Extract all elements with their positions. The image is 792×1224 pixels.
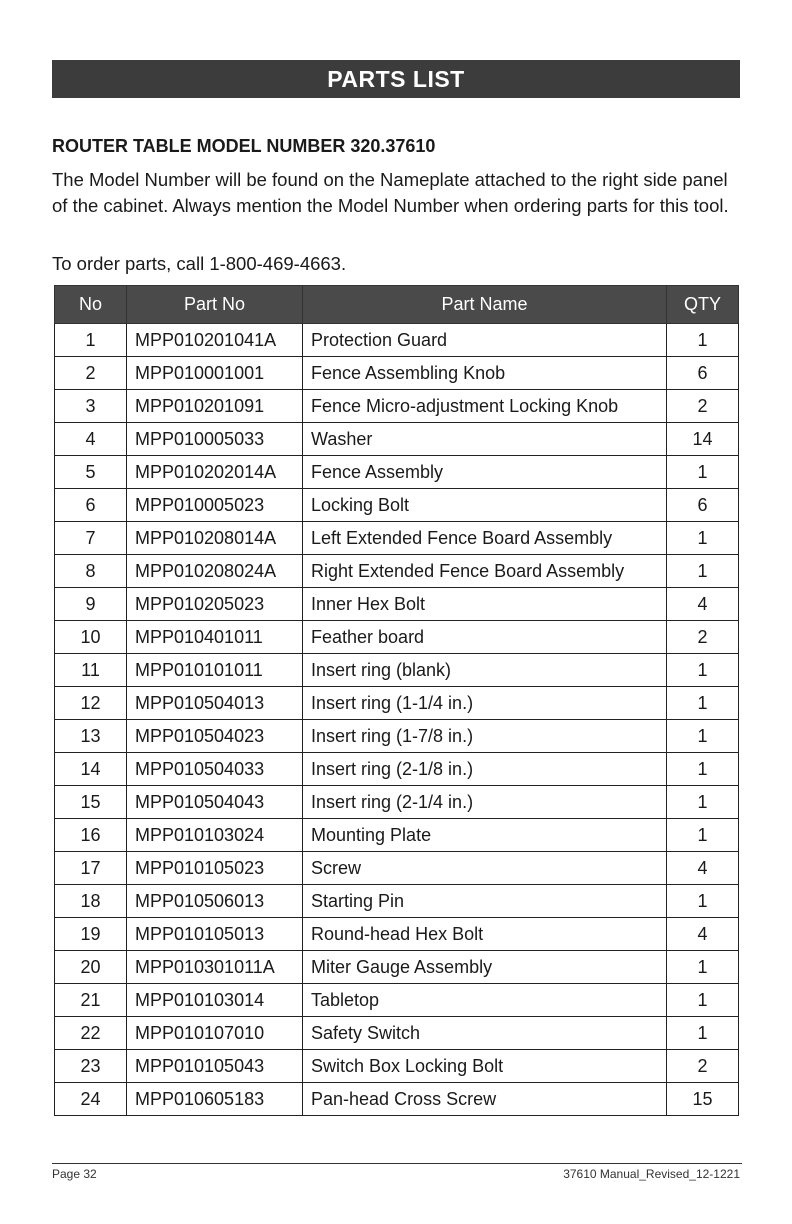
- cell-qty: 1: [667, 687, 739, 720]
- table-row: [55, 555, 739, 588]
- table-row: [55, 357, 739, 390]
- cell-qty: 6: [667, 489, 739, 522]
- cell-no: 4: [55, 423, 127, 456]
- table-row: [55, 1083, 739, 1116]
- cell-part-no: MPP010202014A: [127, 456, 303, 489]
- cell-no: 20: [55, 951, 127, 984]
- cell-qty: 2: [667, 1050, 739, 1083]
- table-header-row: [55, 286, 739, 324]
- cell-no: 10: [55, 621, 127, 654]
- model-description: The Model Number will be found on the Nameplate attached to the right side panel of the cabinet. Always mention the Model Number when ordering parts for this tool.: [52, 169, 729, 216]
- cell-qty: 2: [667, 621, 739, 654]
- table-row: [55, 324, 739, 357]
- table-row: [55, 489, 739, 522]
- cell-no: 13: [55, 720, 127, 753]
- cell-part-no: MPP010301011A: [127, 951, 303, 984]
- cell-no: 6: [55, 489, 127, 522]
- cell-part-name: Protection Guard: [303, 324, 667, 357]
- cell-no: 7: [55, 522, 127, 555]
- cell-qty: 1: [667, 555, 739, 588]
- cell-part-no: MPP010201041A: [127, 324, 303, 357]
- table-row: [55, 885, 739, 918]
- cell-part-no: MPP010205023: [127, 588, 303, 621]
- cell-no: 23: [55, 1050, 127, 1083]
- cell-no: 17: [55, 852, 127, 885]
- cell-qty: 1: [667, 324, 739, 357]
- cell-part-name: Switch Box Locking Bolt: [303, 1050, 667, 1083]
- cell-no: 24: [55, 1083, 127, 1116]
- cell-part-name: Fence Assembling Knob: [303, 357, 667, 390]
- cell-part-no: MPP010504043: [127, 786, 303, 819]
- cell-part-no: MPP010107010: [127, 1017, 303, 1050]
- cell-part-no: MPP010605183: [127, 1083, 303, 1116]
- cell-part-no: MPP010208024A: [127, 555, 303, 588]
- cell-part-no: MPP010504033: [127, 753, 303, 786]
- table-row: [55, 753, 739, 786]
- cell-part-name: Inner Hex Bolt: [303, 588, 667, 621]
- cell-part-no: MPP010105013: [127, 918, 303, 951]
- cell-part-no: MPP010103014: [127, 984, 303, 1017]
- table-row: [55, 654, 739, 687]
- cell-part-no: MPP010105043: [127, 1050, 303, 1083]
- cell-part-name: Round-head Hex Bolt: [303, 918, 667, 951]
- cell-no: 2: [55, 357, 127, 390]
- table-row: [55, 687, 739, 720]
- cell-qty: 2: [667, 390, 739, 423]
- cell-no: 11: [55, 654, 127, 687]
- cell-qty: 4: [667, 588, 739, 621]
- footer-divider: [52, 1163, 742, 1164]
- cell-part-no: MPP010504023: [127, 720, 303, 753]
- table-row: [55, 984, 739, 1017]
- table-row: [55, 852, 739, 885]
- document-reference: 37610 Manual_Revised_12-1221: [563, 1167, 740, 1181]
- header-part-name: Part Name: [303, 286, 667, 324]
- cell-qty: 14: [667, 423, 739, 456]
- cell-part-name: Insert ring (1-1/4 in.): [303, 687, 667, 720]
- cell-no: 3: [55, 390, 127, 423]
- table-row: [55, 621, 739, 654]
- cell-part-name: Washer: [303, 423, 667, 456]
- cell-no: 19: [55, 918, 127, 951]
- cell-part-no: MPP010201091: [127, 390, 303, 423]
- cell-qty: 15: [667, 1083, 739, 1116]
- cell-no: 14: [55, 753, 127, 786]
- table-row: [55, 423, 739, 456]
- page-number: Page 32: [52, 1167, 97, 1181]
- table-row: [55, 720, 739, 753]
- cell-part-name: Fence Assembly: [303, 456, 667, 489]
- cell-qty: 1: [667, 1017, 739, 1050]
- cell-no: 9: [55, 588, 127, 621]
- cell-part-name: Insert ring (blank): [303, 654, 667, 687]
- cell-no: 1: [55, 324, 127, 357]
- banner-title: PARTS LIST: [327, 65, 465, 92]
- cell-qty: 1: [667, 522, 739, 555]
- cell-part-no: MPP010005033: [127, 423, 303, 456]
- cell-part-name: Mounting Plate: [303, 819, 667, 852]
- cell-part-name: Insert ring (2-1/4 in.): [303, 786, 667, 819]
- header-qty: QTY: [667, 286, 739, 324]
- table-row: [55, 918, 739, 951]
- cell-no: 12: [55, 687, 127, 720]
- cell-no: 22: [55, 1017, 127, 1050]
- section-banner: [52, 60, 740, 98]
- cell-no: 8: [55, 555, 127, 588]
- table-row: [55, 951, 739, 984]
- cell-no: 15: [55, 786, 127, 819]
- cell-no: 16: [55, 819, 127, 852]
- table-row: [55, 522, 739, 555]
- cell-qty: 6: [667, 357, 739, 390]
- cell-part-no: MPP010504013: [127, 687, 303, 720]
- cell-part-name: Pan-head Cross Screw: [303, 1083, 667, 1116]
- order-instructions: To order parts, call 1-800-469-4663.: [52, 253, 347, 274]
- model-heading: ROUTER TABLE MODEL NUMBER 320.37610: [52, 136, 436, 156]
- cell-part-name: Tabletop: [303, 984, 667, 1017]
- cell-part-no: MPP010001001: [127, 357, 303, 390]
- cell-part-no: MPP010105023: [127, 852, 303, 885]
- cell-qty: 1: [667, 885, 739, 918]
- cell-no: 5: [55, 456, 127, 489]
- cell-part-name: Fence Micro-adjustment Locking Knob: [303, 390, 667, 423]
- cell-part-name: Locking Bolt: [303, 489, 667, 522]
- cell-qty: 4: [667, 918, 739, 951]
- cell-part-name: Left Extended Fence Board Assembly: [303, 522, 667, 555]
- cell-qty: 1: [667, 654, 739, 687]
- cell-part-no: MPP010101011: [127, 654, 303, 687]
- table-row: [55, 390, 739, 423]
- cell-qty: 1: [667, 720, 739, 753]
- table-row: [55, 819, 739, 852]
- header-part-no: Part No: [127, 286, 303, 324]
- cell-no: 21: [55, 984, 127, 1017]
- cell-part-no: MPP010401011: [127, 621, 303, 654]
- cell-qty: 4: [667, 852, 739, 885]
- cell-part-name: Feather board: [303, 621, 667, 654]
- cell-part-no: MPP010005023: [127, 489, 303, 522]
- cell-part-no: MPP010208014A: [127, 522, 303, 555]
- cell-part-name: Starting Pin: [303, 885, 667, 918]
- cell-qty: 1: [667, 951, 739, 984]
- cell-part-no: MPP010103024: [127, 819, 303, 852]
- parts-table: [54, 285, 739, 1116]
- cell-part-name: Insert ring (1-7/8 in.): [303, 720, 667, 753]
- table-row: [55, 1050, 739, 1083]
- table-row: [55, 1017, 739, 1050]
- cell-no: 18: [55, 885, 127, 918]
- header-no: No: [55, 286, 127, 324]
- cell-qty: 1: [667, 753, 739, 786]
- table-row: [55, 786, 739, 819]
- cell-part-name: Safety Switch: [303, 1017, 667, 1050]
- parts-table-body: [55, 324, 739, 1116]
- cell-qty: 1: [667, 786, 739, 819]
- cell-part-name: Miter Gauge Assembly: [303, 951, 667, 984]
- table-row: [55, 456, 739, 489]
- table-row: [55, 588, 739, 621]
- cell-part-no: MPP010506013: [127, 885, 303, 918]
- cell-qty: 1: [667, 984, 739, 1017]
- cell-qty: 1: [667, 819, 739, 852]
- cell-part-name: Screw: [303, 852, 667, 885]
- cell-part-name: Insert ring (2-1/8 in.): [303, 753, 667, 786]
- cell-qty: 1: [667, 456, 739, 489]
- cell-part-name: Right Extended Fence Board Assembly: [303, 555, 667, 588]
